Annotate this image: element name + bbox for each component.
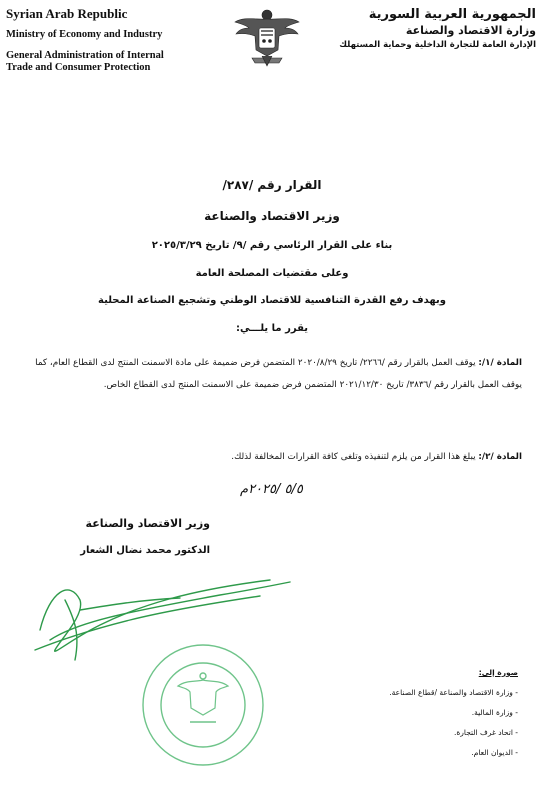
- article-1-label: المادة /١/:: [478, 358, 522, 368]
- decision-basis-2: وعلى مقتضيات المصلحة العامة: [195, 268, 349, 279]
- article-1-text: يوقف العمل بالقرار رقم /٢٢٦٦/ تاريخ ٢٠٢٠/٨/٢٩ المتضمن فرض ضميمة على مادة الاسمنت المنتج لدى القطاع العام، كما يوقف العمل بالقرار رقم /٣٨٣٦/ تاريخ ٢٠٢١/١٢/٣٠ المتضمن فرض ضميمة على الاسمنت المنتج لدى القطاع الخاص.: [35, 358, 522, 390]
- decision-basis-3: وبهدف رفع القدرة التنافسية للاقتصاد الوطني وتشجيع الصناعة المحلية: [98, 295, 446, 306]
- official-stamp-icon: [138, 640, 268, 770]
- list-item: - اتحاد غرف التجارة.: [453, 728, 518, 737]
- article-2-text: يبلغ هذا القرار من يلزم لتنفيذه وتلغى كافة القرارات المخالفة لذلك.: [231, 452, 476, 462]
- decision-issuer: وزير الاقتصاد والصناعة: [204, 209, 340, 223]
- list-item: - وزارة المالية.: [471, 708, 518, 717]
- header-arabic: [286, 6, 536, 52]
- header-english: [6, 6, 176, 74]
- decision-number: القرار رقم /٢٨٧/: [222, 178, 322, 192]
- list-item: - وزارة الاقتصاد والصناعة /قطاع الصناعة.: [389, 688, 518, 697]
- header-ar-republic: الجمهورية العربية السورية: [368, 7, 536, 22]
- copies-list: [318, 668, 518, 763]
- header-en-ministry: Ministry of Economy and Industry: [6, 29, 163, 40]
- decision-basis-1: بناء على القرار الرئاسي رقم /٩/ تاريخ ٢٠٢٥/٣/٢٩: [151, 240, 393, 251]
- article-2-label: المادة /٢/:: [478, 452, 522, 462]
- header-en-republic: Syrian Arab Republic: [6, 6, 128, 21]
- decision-decides: يقرر ما يلـــي:: [235, 323, 309, 334]
- signature-name: الدكتور محمد نضال الشعار: [80, 545, 210, 556]
- list-item: - الديوان العام.: [471, 748, 518, 757]
- header-ar-administration: الإدارة العامة للتجارة الداخلية وحماية المستهلك: [339, 40, 536, 50]
- copies-title: صورة إلى:: [478, 668, 518, 677]
- handwritten-date: ٥/٥ /٢٠٢٥م: [240, 482, 303, 497]
- header-ar-ministry: وزارة الاقتصاد والصناعة: [405, 24, 536, 37]
- article-2: [22, 446, 522, 468]
- header-en-administration: General Administration of Internal Trade and Consumer Protection: [6, 50, 164, 73]
- article-1: [22, 352, 522, 396]
- signature-title: وزير الاقتصاد والصناعة: [85, 517, 210, 530]
